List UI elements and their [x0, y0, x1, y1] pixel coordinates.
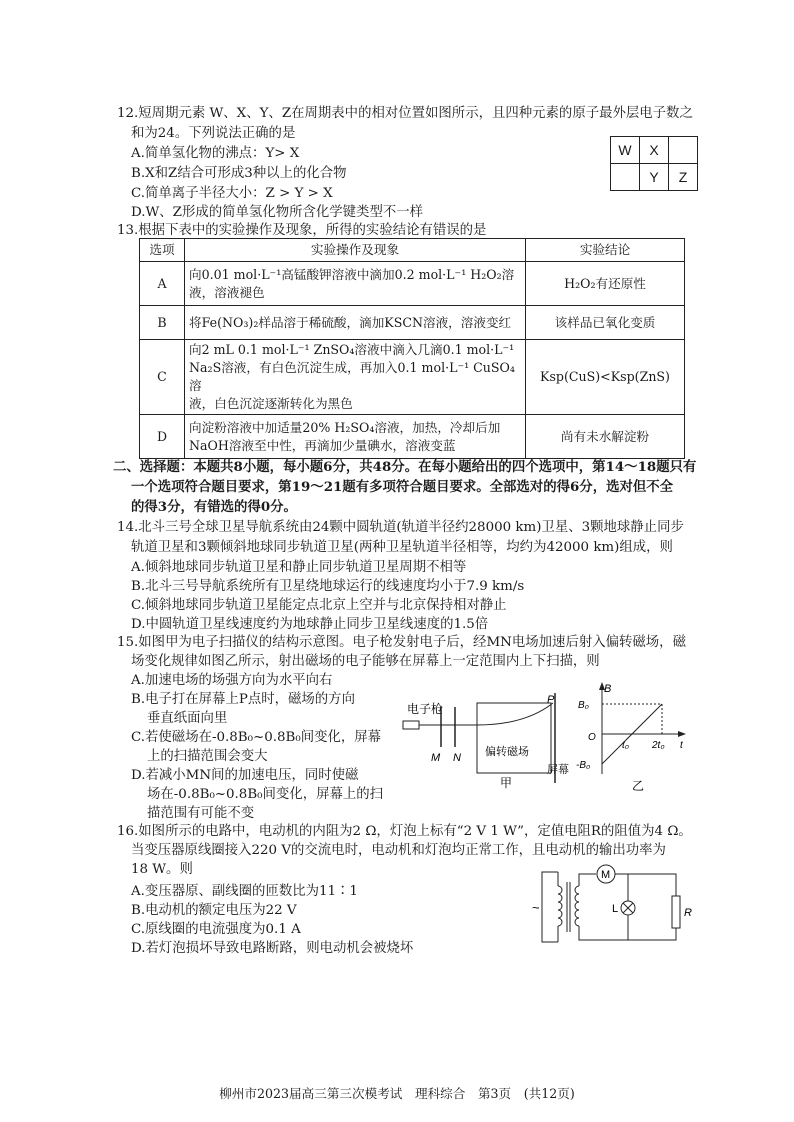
grid-cell: Z: [669, 164, 698, 191]
plate-n-label: N: [453, 752, 461, 764]
lamp-label: L: [612, 903, 619, 915]
q14-stem-line2: 轨道卫星和3颗倾斜地球同步轨道卫星(两种卫星轨道半径相等，均约为42000 km)组成，则: [131, 540, 673, 555]
operation-line: 液，白色沉淀逐渐转化为黑色: [189, 396, 353, 411]
circuit-figure: [528, 864, 698, 950]
motor-label: M: [601, 869, 611, 881]
table-row: [140, 340, 685, 415]
b-axis-label: B: [604, 683, 612, 695]
q12-option-b: B.X和Z结合可形成3种以上的化合物: [131, 166, 347, 181]
section-header-line1: 二、选择题：本题共8小题，每小题6分，共48分。在每小题给出的四个选项中，第14～18题只有: [113, 459, 697, 475]
row-option: C: [140, 340, 185, 415]
operation-line: NaOH溶液至中性，再滴加少量碘水，溶液变蓝: [189, 437, 456, 453]
b0-label: B₀: [578, 700, 589, 711]
periodic-table-grid: [610, 136, 698, 191]
table-header: 实验结论: [526, 239, 685, 262]
top-wire: [615, 874, 676, 896]
q16-stem-line3: 18 W。则: [131, 862, 193, 877]
primary-wire: [542, 872, 558, 942]
q15-option-d-line2: 场在-0.8B₀~0.8B₀间变化，屏幕上的扫: [147, 787, 384, 802]
operation-line: 向2 mL 0.1 mol·L⁻¹ ZnSO₄溶液中滴入几滴0.1 mol·L⁻¹: [189, 342, 515, 357]
page-footer: 柳州市2023届高三第三次模考试 理科综合 第3页 (共12页): [219, 1086, 575, 1101]
q16-option-c: C.原线圈的电流强度为0.1 A: [131, 922, 301, 937]
section-header-line2: 一个选项符合题目要求，第19～21题有多项符合题目要求。全部选对的得6分，选对但不全: [131, 479, 674, 495]
figure-jia-caption: 甲: [500, 776, 513, 790]
q15-option-c-line2: 上的扫描范围会变大: [147, 749, 268, 764]
table-header: 选项: [140, 239, 185, 262]
q12-option-a: A.简单氢化物的沸点：Y> X: [131, 146, 300, 161]
row-option: B: [140, 306, 185, 340]
section-header-line3: 的得3分，有错选的得0分。: [131, 499, 297, 515]
neg-b0-label: -B₀: [576, 760, 591, 771]
operation-line: 将Fe(NO₃)₂样品溶于稀硫酸，滴加KSCN溶液，溶液变红: [189, 314, 512, 330]
grid-cell: X: [640, 137, 669, 164]
row-conclusion: 尚有未水解淀粉: [526, 415, 685, 459]
q15-option-c-line1: C.若使磁场在-0.8B₀~0.8B₀间变化，屏幕: [131, 730, 382, 745]
q14-option-d: D.中圆轨道卫星线速度约为地球静止同步卫星线速度的1.5倍: [131, 617, 489, 632]
q15-option-d-line1: D.若减小MN间的加速电压，同时使磁: [131, 768, 359, 783]
operation-line: 液，溶液褪色: [189, 284, 265, 300]
grid-cell: Y: [640, 164, 669, 191]
electron-gun-label: 电子枪: [407, 702, 444, 716]
q13-stem: 13.根据下表中的实验操作及现象，所得的实验结论有错误的是: [117, 223, 487, 238]
q15-option-d-line3: 描范围有可能不变: [147, 806, 255, 821]
figure-yi-caption: 乙: [632, 779, 645, 793]
t-axis-arrow: [678, 731, 686, 737]
operation-line: Na₂S溶液，有白色沉淀生成，再加入0.1 mol·L⁻¹ CuSO₄溶: [189, 360, 515, 393]
row-option: D: [140, 415, 185, 459]
table-header-row: [140, 239, 685, 262]
q16-option-d: D.若灯泡损坏导致电路断路，则电动机会被烧坏: [131, 941, 414, 956]
table-row: [140, 306, 685, 340]
deflection-field-label: 偏转磁场: [485, 746, 529, 758]
ac-source-label: ~: [532, 900, 540, 915]
q15-option-b-line1: B.电子打在屏幕上P点时，磁场的方向: [131, 692, 355, 707]
resistor-label: R: [684, 907, 692, 919]
row-conclusion: Ksp(CuS)<Ksp(ZnS): [526, 340, 685, 415]
primary-coil: [558, 886, 562, 926]
electron-gun-icon: [403, 721, 419, 729]
operation-line: 向0.01 mol·L⁻¹高锰酸钾溶液中滴加0.2 mol·L⁻¹ H₂O₂溶: [189, 266, 515, 282]
table-row: [140, 262, 685, 306]
q14-option-a: A.倾斜地球同步轨道卫星和静止同步轨道卫星周期不相等: [131, 560, 467, 575]
q15-option-b-line2: 垂直纸面向里: [147, 711, 228, 726]
q16-stem-line2: 当变压器原线圈接入220 V的交流电时，电动机和灯泡均正常工作，且电动机的输出功率为: [131, 843, 666, 858]
origin-label: O: [588, 732, 596, 743]
q16-option-b: B.电动机的额定电压为22 V: [131, 903, 297, 918]
row-conclusion: H₂O₂有还原性: [526, 262, 685, 306]
deflection-field-box: [477, 703, 551, 773]
q15-stem-line1: 15.如图甲为电子扫描仪的结构示意图。电子枪发射电子后，经MN电场加速后射入偏转磁场，磁: [117, 635, 686, 650]
row-operation: [185, 415, 526, 459]
q15-stem-line2: 场变化规律如图乙所示，射出磁场的电子能够在屏幕上一定范围内上下扫描，则: [131, 654, 600, 669]
q14-option-b: B.北斗三号导航系统所有卫星绕地球运行的线速度均小于7.9 km/s: [131, 579, 525, 594]
table-header: 实验操作及现象: [185, 239, 526, 262]
q16-option-a: A.变压器原、副线圈的匝数比为11∶1: [131, 884, 358, 899]
t-axis-label: t: [680, 740, 683, 751]
q13-table: [139, 238, 685, 459]
secondary-coil: [575, 886, 579, 926]
figure-yi: [572, 678, 694, 798]
secondary-wire: [579, 874, 596, 886]
row-operation: [185, 262, 526, 306]
row-conclusion: 该样品已氧化变质: [526, 306, 685, 340]
grid-cell: [669, 137, 698, 164]
q14-stem-line1: 14.北斗三号全球卫星导航系统由24颗中圆轨道(轨道半径约28000 km)卫星、3颗地球静止同步: [117, 520, 684, 535]
q15-option-a: A.加速电场的场强方向为水平向右: [131, 673, 333, 688]
electron-path: [477, 703, 553, 725]
resistor-icon: [672, 896, 680, 928]
grid-cell: [611, 164, 640, 191]
operation-line: 向淀粉溶液中加适量20% H₂SO₄溶液，加热，冷却后加: [189, 419, 501, 435]
point-p-label: P: [547, 694, 555, 706]
q16-stem-line1: 16.如图所示的电路中，电动机的内阻为2 Ω，灯泡上标有“2 V 1 W”，定值电阻R的阻值为4 Ω。: [117, 824, 692, 839]
t0-label: t₀: [622, 740, 629, 751]
q14-option-c: C.倾斜地球同步轨道卫星能定点北京上空并与北京保持相对静止: [131, 598, 507, 613]
row-operation: [185, 340, 526, 415]
row-option: A: [140, 262, 185, 306]
row-operation: [185, 306, 526, 340]
grid-cell: W: [611, 137, 640, 164]
plate-m-label: M: [431, 752, 441, 764]
q12-stem-line1: 12.短周期元素 W、X、Y、Z在周期表中的相对位置如图所示，且四种元素的原子最外层电子数之: [117, 106, 693, 121]
q12-stem-line2: 和为24。下列说法正确的是: [131, 126, 296, 141]
2t0-label: 2t₀: [652, 740, 665, 751]
table-row: [140, 415, 685, 459]
q12-option-c: C.简单离子半径大小：Z > Y > X: [131, 186, 333, 201]
screen-label: 屏幕: [547, 764, 569, 776]
q12-option-d: D.W、Z形成的简单氢化物所含化学键类型不一样: [131, 205, 424, 220]
figure-jia: [395, 685, 595, 795]
